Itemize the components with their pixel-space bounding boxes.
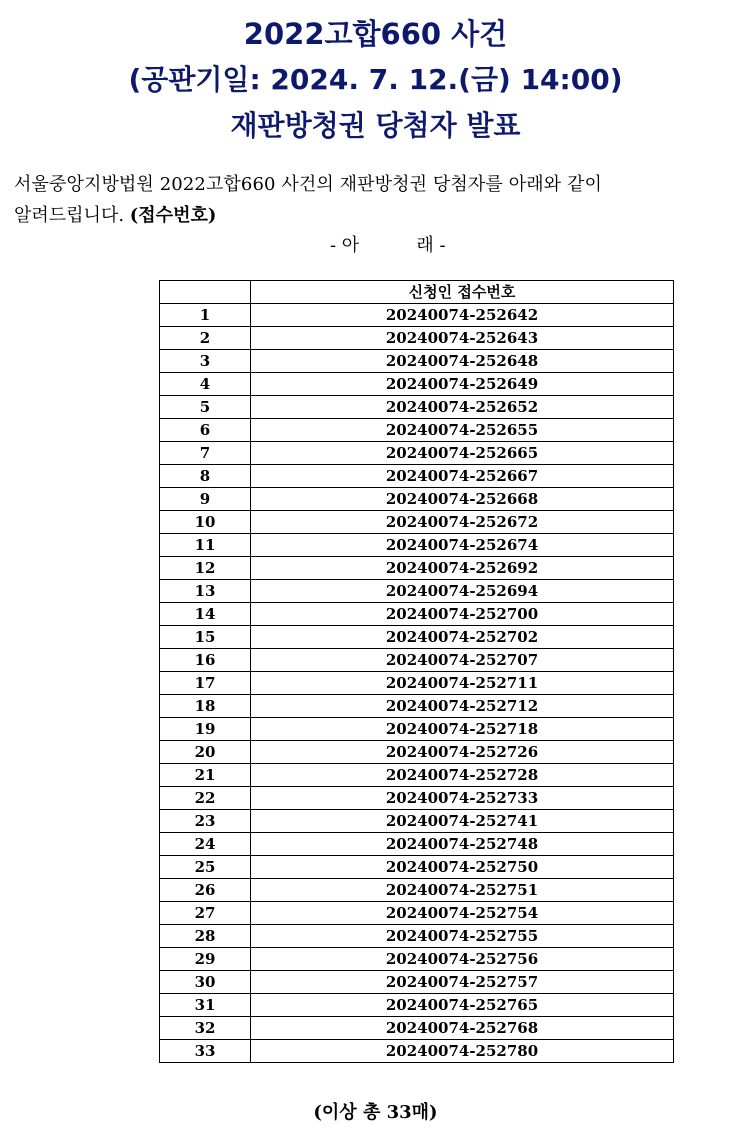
receipt-number: 20240074-252711 <box>251 672 674 695</box>
receipt-number: 20240074-252768 <box>251 1017 674 1040</box>
row-number: 16 <box>160 649 251 672</box>
table-row <box>160 971 674 994</box>
receipt-number: 20240074-252757 <box>251 971 674 994</box>
receipt-number: 20240074-252756 <box>251 948 674 971</box>
receipt-number: 20240074-252700 <box>251 603 674 626</box>
receipt-number: 20240074-252655 <box>251 419 674 442</box>
row-number: 14 <box>160 603 251 626</box>
row-number: 25 <box>160 856 251 879</box>
row-number: 7 <box>160 442 251 465</box>
row-number: 18 <box>160 695 251 718</box>
receipt-number: 20240074-252712 <box>251 695 674 718</box>
intro-line-1: 서울중앙지방법원 2022고합660 사건의 재판방청권 당첨자를 아래와 같이 <box>14 174 602 195</box>
receipt-number: 20240074-252652 <box>251 396 674 419</box>
row-number: 31 <box>160 994 251 1017</box>
receipt-number: 20240074-252707 <box>251 649 674 672</box>
table-row <box>160 488 674 511</box>
table-row <box>160 511 674 534</box>
receipt-number: 20240074-252718 <box>251 718 674 741</box>
table-row <box>160 396 674 419</box>
table-body <box>160 304 674 1063</box>
row-number: 23 <box>160 810 251 833</box>
row-number: 3 <box>160 350 251 373</box>
table-row <box>160 902 674 925</box>
receipt-number: 20240074-252750 <box>251 856 674 879</box>
table-row <box>160 741 674 764</box>
table-row <box>160 603 674 626</box>
row-number: 12 <box>160 557 251 580</box>
receipt-number: 20240074-252667 <box>251 465 674 488</box>
intro-line-2-bold: (접수번호) <box>129 205 217 226</box>
receipt-number: 20240074-252754 <box>251 902 674 925</box>
row-number: 13 <box>160 580 251 603</box>
table-row <box>160 810 674 833</box>
table-row <box>160 350 674 373</box>
row-number: 21 <box>160 764 251 787</box>
table-row <box>160 994 674 1017</box>
table-row <box>160 580 674 603</box>
row-number: 27 <box>160 902 251 925</box>
receipt-number: 20240074-252748 <box>251 833 674 856</box>
receipt-number: 20240074-252692 <box>251 557 674 580</box>
table-row <box>160 1040 674 1063</box>
announcement-title: 재판방청권 당첨자 발표 <box>230 109 521 142</box>
receipt-number: 20240074-252726 <box>251 741 674 764</box>
table-header-number <box>160 281 251 304</box>
receipt-number: 20240074-252733 <box>251 787 674 810</box>
table-row <box>160 925 674 948</box>
row-number: 15 <box>160 626 251 649</box>
table-row <box>160 442 674 465</box>
receipt-number: 20240074-252668 <box>251 488 674 511</box>
row-number: 20 <box>160 741 251 764</box>
receipt-number: 20240074-252649 <box>251 373 674 396</box>
row-number: 19 <box>160 718 251 741</box>
below-label: - 아 래 - <box>330 235 446 256</box>
hearing-date-title: (공판기일: 2024. 7. 12.(금) 14:00) <box>128 63 623 96</box>
table-row <box>160 419 674 442</box>
case-title: 2022고합660 사건 <box>243 17 508 51</box>
table-header-receipt: 신청인 접수번호 <box>251 281 674 304</box>
table-row <box>160 465 674 488</box>
row-number: 1 <box>160 304 251 327</box>
row-number: 10 <box>160 511 251 534</box>
table-row <box>160 557 674 580</box>
table-row <box>160 948 674 971</box>
table-row <box>160 373 674 396</box>
table-row <box>160 534 674 557</box>
row-number: 33 <box>160 1040 251 1063</box>
table-row <box>160 327 674 350</box>
receipt-number: 20240074-252643 <box>251 327 674 350</box>
table-row <box>160 649 674 672</box>
intro-line-2-text: 알려드립니다. <box>14 205 130 226</box>
receipt-number: 20240074-252765 <box>251 994 674 1017</box>
receipt-number: 20240074-252674 <box>251 534 674 557</box>
row-number: 30 <box>160 971 251 994</box>
row-number: 29 <box>160 948 251 971</box>
row-number: 11 <box>160 534 251 557</box>
intro-line-2 <box>14 201 740 231</box>
receipt-number: 20240074-252702 <box>251 626 674 649</box>
receipt-number: 20240074-252642 <box>251 304 674 327</box>
row-number: 28 <box>160 925 251 948</box>
receipt-number: 20240074-252665 <box>251 442 674 465</box>
table-row <box>160 718 674 741</box>
receipt-number: 20240074-252780 <box>251 1040 674 1063</box>
table-row <box>160 787 674 810</box>
row-number: 6 <box>160 419 251 442</box>
row-number: 2 <box>160 327 251 350</box>
receipt-number: 20240074-252755 <box>251 925 674 948</box>
receipt-number: 20240074-252741 <box>251 810 674 833</box>
table-row <box>160 695 674 718</box>
winners-table <box>159 280 674 1063</box>
row-number: 32 <box>160 1017 251 1040</box>
receipt-number: 20240074-252648 <box>251 350 674 373</box>
row-number: 22 <box>160 787 251 810</box>
table-row <box>160 764 674 787</box>
receipt-number: 20240074-252728 <box>251 764 674 787</box>
table-row <box>160 626 674 649</box>
row-number: 5 <box>160 396 251 419</box>
row-number: 4 <box>160 373 251 396</box>
receipt-number: 20240074-252672 <box>251 511 674 534</box>
total-count-note: (이상 총 33매) <box>313 1102 438 1123</box>
row-number: 9 <box>160 488 251 511</box>
row-number: 8 <box>160 465 251 488</box>
row-number: 26 <box>160 879 251 902</box>
row-number: 24 <box>160 833 251 856</box>
table-row <box>160 304 674 327</box>
receipt-number: 20240074-252694 <box>251 580 674 603</box>
table-row <box>160 1017 674 1040</box>
table-header-row <box>160 281 674 304</box>
table-row <box>160 672 674 695</box>
table-row <box>160 833 674 856</box>
table-row <box>160 879 674 902</box>
table-row <box>160 856 674 879</box>
receipt-number: 20240074-252751 <box>251 879 674 902</box>
row-number: 17 <box>160 672 251 695</box>
